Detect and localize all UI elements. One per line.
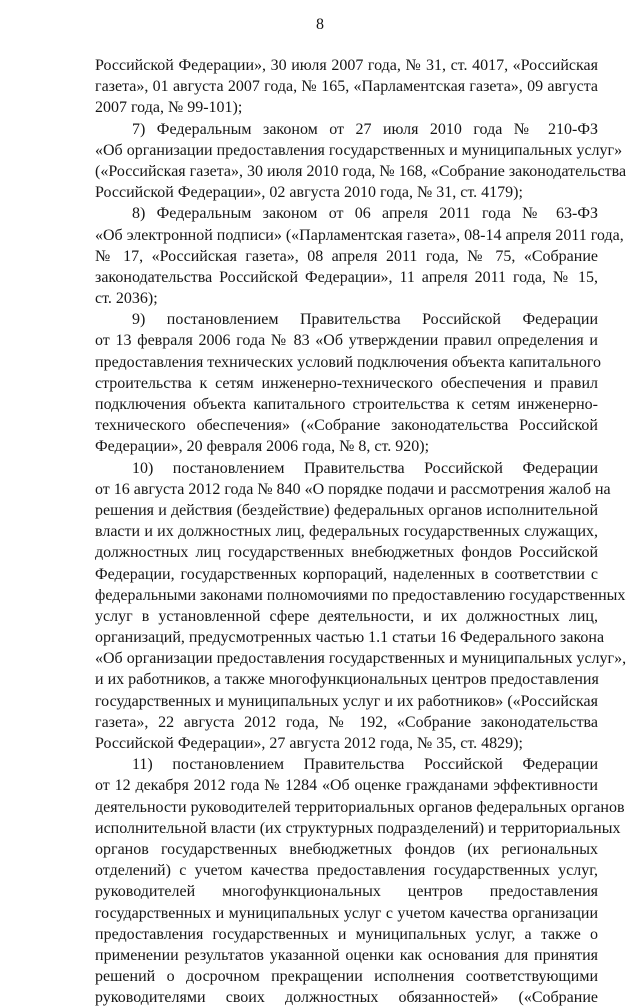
text-line: Российской Федерации», 27 августа 2012 года, № 35, ст. 4829); xyxy=(95,735,523,752)
text-line: от 12 декабря 2012 года № 1284 «Об оценке гражданами эффективности xyxy=(95,777,598,795)
text-line: и их работников, а также многофункциональных центров предоставления xyxy=(95,671,599,689)
text-line: 7) Федеральным законом от 27 июля 2010 года № 210-ФЗ xyxy=(132,120,598,138)
text-line: строительства к сетям инженерно-технического обеспечения и правил xyxy=(95,374,598,392)
text-line: («Российская газета», 30 июля 2010 года, № 168, «Собрание законодательства xyxy=(95,162,627,180)
text-line: организаций, предусмотренных частью 1.1 статьи 16 Федерального закона xyxy=(95,629,605,647)
text-line: решения и действия (бездействие) федеральных органов исполнительной xyxy=(95,501,598,519)
text-line: газета», 01 августа 2007 года, № 165, «Парламентская газета», 09 августа xyxy=(95,78,598,96)
text-line: органов государственных внебюджетных фондов (их региональных xyxy=(95,840,598,858)
text-line: услуг в установленной сфере деятельности, и их должностных лиц, xyxy=(95,607,598,625)
text-line: применении результатов указанной оценки как основания для принятия xyxy=(95,946,598,964)
text-line: руководителями своих должностных обязанностей» («Собрание xyxy=(95,989,598,1007)
text-line: от 13 февраля 2006 года № 83 «Об утверждении правил определения и xyxy=(95,332,598,350)
text-line: Российской Федерации», 02 августа 2010 года, № 31, ст. 4179); xyxy=(95,184,523,202)
text-line: деятельности руководителей территориальных органов федеральных органов xyxy=(95,798,625,816)
text-line: государственных и муниципальных услуг и их работников» («Российская xyxy=(95,692,598,710)
document-body-text xyxy=(95,55,627,1008)
text-line: 2007 года, № 99-101); xyxy=(95,99,243,117)
text-line: исполнительной власти (их структурных подразделений) и территориальных xyxy=(95,819,621,837)
text-line: 11) постановлением Правительства Российской Федерации xyxy=(132,756,598,774)
text-line: подключения объекта капитального строительства к сетям инженерно- xyxy=(95,396,598,413)
text-line: 8) Федеральным законом от 06 апреля 2011 года № 63-ФЗ xyxy=(132,205,598,223)
text-line: должностных лиц государственных внебюджетных фондов Российской xyxy=(95,544,598,562)
text-line: отделений) с учетом качества предоставления государственных услуг, xyxy=(95,862,598,880)
text-line: федеральными законами полномочиями по предоставлению государственных xyxy=(95,586,626,604)
text-line: № 17, «Российская газета», 08 апреля 2011 года, № 75, «Собрание xyxy=(95,247,598,265)
text-line: технического обеспечения» («Собрание законодательства Российской xyxy=(95,417,598,435)
text-line: 10) постановлением Правительства Российской Федерации xyxy=(132,459,598,477)
page-number: 8 xyxy=(316,16,324,33)
text-line: предоставления технических условий подключения объекта капитального xyxy=(95,353,601,371)
text-line: государственных и муниципальных услуг с учетом качества организации xyxy=(95,904,598,922)
text-line: 9) постановлением Правительства Российской Федерации xyxy=(132,311,598,329)
text-line: власти и их должностных лиц, федеральных государственных служащих, xyxy=(95,523,598,541)
text-line: «Об организации предоставления государственных и муниципальных услуг» xyxy=(95,141,623,159)
text-line: газета», 22 августа 2012 года, № 192, «Собрание законодательства xyxy=(95,713,598,731)
text-line: руководителей многофункциональных центров предоставления xyxy=(95,883,598,901)
text-line: «Об электронной подписи» («Парламентская газета», 08-14 апреля 2011 года, xyxy=(95,226,624,244)
text-line: от 16 августа 2012 года № 840 «О порядке подачи и рассмотрения жалоб на xyxy=(95,480,611,498)
text-line: ст. 2036); xyxy=(95,290,158,308)
text-line: решений о досрочном прекращении исполнения соответствующими xyxy=(95,968,598,986)
text-line: Федерации, государственных корпораций, наделенных в соответствии с xyxy=(95,565,598,583)
text-line: предоставления государственных и муниципальных услуг, а также о xyxy=(95,925,598,943)
text-line: Федерации», 20 февраля 2006 года, № 8, ст. 920); xyxy=(95,438,430,456)
text-line: законодательства Российской Федерации», 11 апреля 2011 года, № 15, xyxy=(95,268,598,286)
text-line: Российской Федерации», 30 июля 2007 года, № 31, ст. 4017, «Российская xyxy=(95,57,598,74)
text-line: «Об организации предоставления государственных и муниципальных услуг», xyxy=(95,650,627,668)
